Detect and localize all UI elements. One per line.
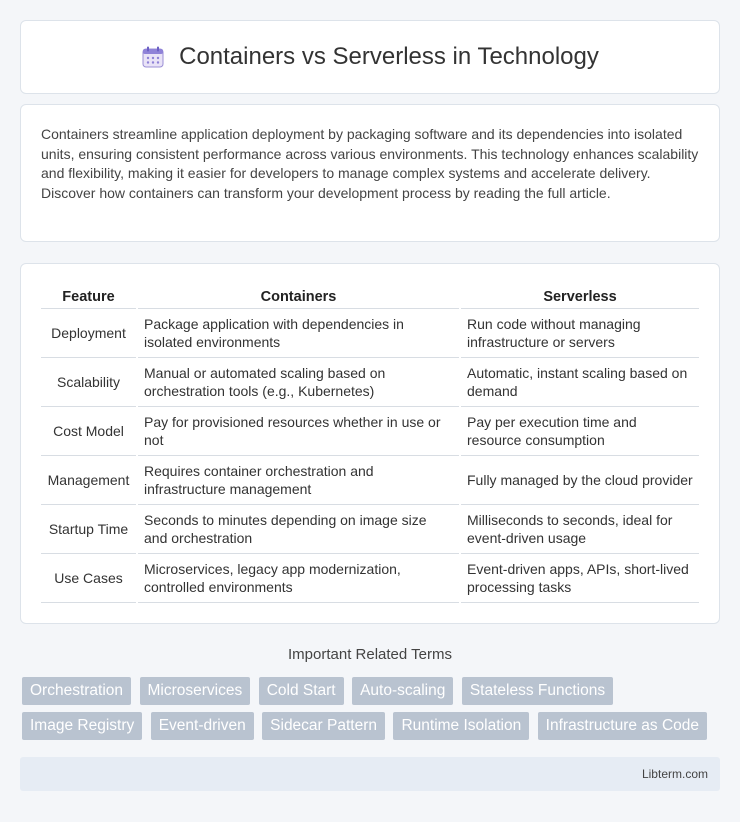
- row-containers: Manual or automated scaling based on orchestration tools (e.g., Kubernetes): [137, 358, 460, 407]
- table-header-row: [41, 284, 699, 309]
- comparison-table: [41, 284, 699, 603]
- table-row: [41, 309, 699, 358]
- tag-auto-scaling[interactable]: Auto-scaling: [352, 677, 453, 705]
- title-wrap: [141, 43, 599, 71]
- tag-event-driven[interactable]: Event-driven: [151, 712, 254, 740]
- row-containers: Pay for provisioned resources whether in use or not: [137, 407, 460, 456]
- footer: [20, 757, 720, 791]
- row-feature: Scalability: [41, 358, 137, 407]
- header-feature: Feature: [41, 284, 137, 309]
- page-title: Containers vs Serverless in Technology: [179, 43, 599, 70]
- tag-stateless-functions[interactable]: Stateless Functions: [462, 677, 613, 705]
- row-containers: Microservices, legacy app modernization, controlled environments: [137, 554, 460, 603]
- row-containers: Package application with dependencies in isolated environments: [137, 309, 460, 358]
- header-containers: Containers: [137, 284, 460, 309]
- related-terms-list: [22, 677, 722, 747]
- row-feature: Management: [41, 456, 137, 505]
- table-row: [41, 358, 699, 407]
- table-row: [41, 456, 699, 505]
- row-serverless: Milliseconds to seconds, ideal for event-driven usage: [460, 505, 699, 554]
- tag-image-registry[interactable]: Image Registry: [22, 712, 142, 740]
- intro-text: Containers streamline application deployment by packaging software and its dependencies into isolated units, ensuring consistent performance across various environments. This technology enhances scalability and flexibility, making it easier for developers to manage complex systems and accelerate delivery. Discover how containers can transform your development process by reading the full article.: [41, 126, 699, 201]
- row-feature: Deployment: [41, 309, 137, 358]
- row-containers: Requires container orchestration and infrastructure management: [137, 456, 460, 505]
- header-serverless: Serverless: [460, 284, 699, 309]
- tag-cold-start[interactable]: Cold Start: [259, 677, 344, 705]
- footer-site-link[interactable]: Libterm.com: [641, 767, 708, 781]
- row-serverless: Run code without managing infrastructure or servers: [460, 309, 699, 358]
- row-serverless: Fully managed by the cloud provider: [460, 456, 699, 505]
- related-terms-title: Important Related Terms: [288, 646, 452, 663]
- row-feature: Cost Model: [41, 407, 137, 456]
- table-row: [41, 407, 699, 456]
- comparison-table-card: [20, 263, 720, 624]
- table-row: [41, 554, 699, 603]
- tag-orchestration[interactable]: Orchestration: [22, 677, 131, 705]
- tag-infrastructure-as-code[interactable]: Infrastructure as Code: [538, 712, 707, 740]
- row-containers: Seconds to minutes depending on image size and orchestration: [137, 505, 460, 554]
- tag-runtime-isolation[interactable]: Runtime Isolation: [393, 712, 529, 740]
- tag-sidecar-pattern[interactable]: Sidecar Pattern: [262, 712, 385, 740]
- tag-microservices[interactable]: Microservices: [140, 677, 251, 705]
- row-feature: Use Cases: [41, 554, 137, 603]
- row-serverless: Automatic, instant scaling based on demand: [460, 358, 699, 407]
- row-feature: Startup Time: [41, 505, 137, 554]
- row-serverless: Event-driven apps, APIs, short-lived processing tasks: [460, 554, 699, 603]
- intro-card: [20, 104, 720, 242]
- row-serverless: Pay per execution time and resource consumption: [460, 407, 699, 456]
- table-row: [41, 505, 699, 554]
- header-card: [20, 20, 720, 94]
- calendar-icon: [141, 45, 165, 69]
